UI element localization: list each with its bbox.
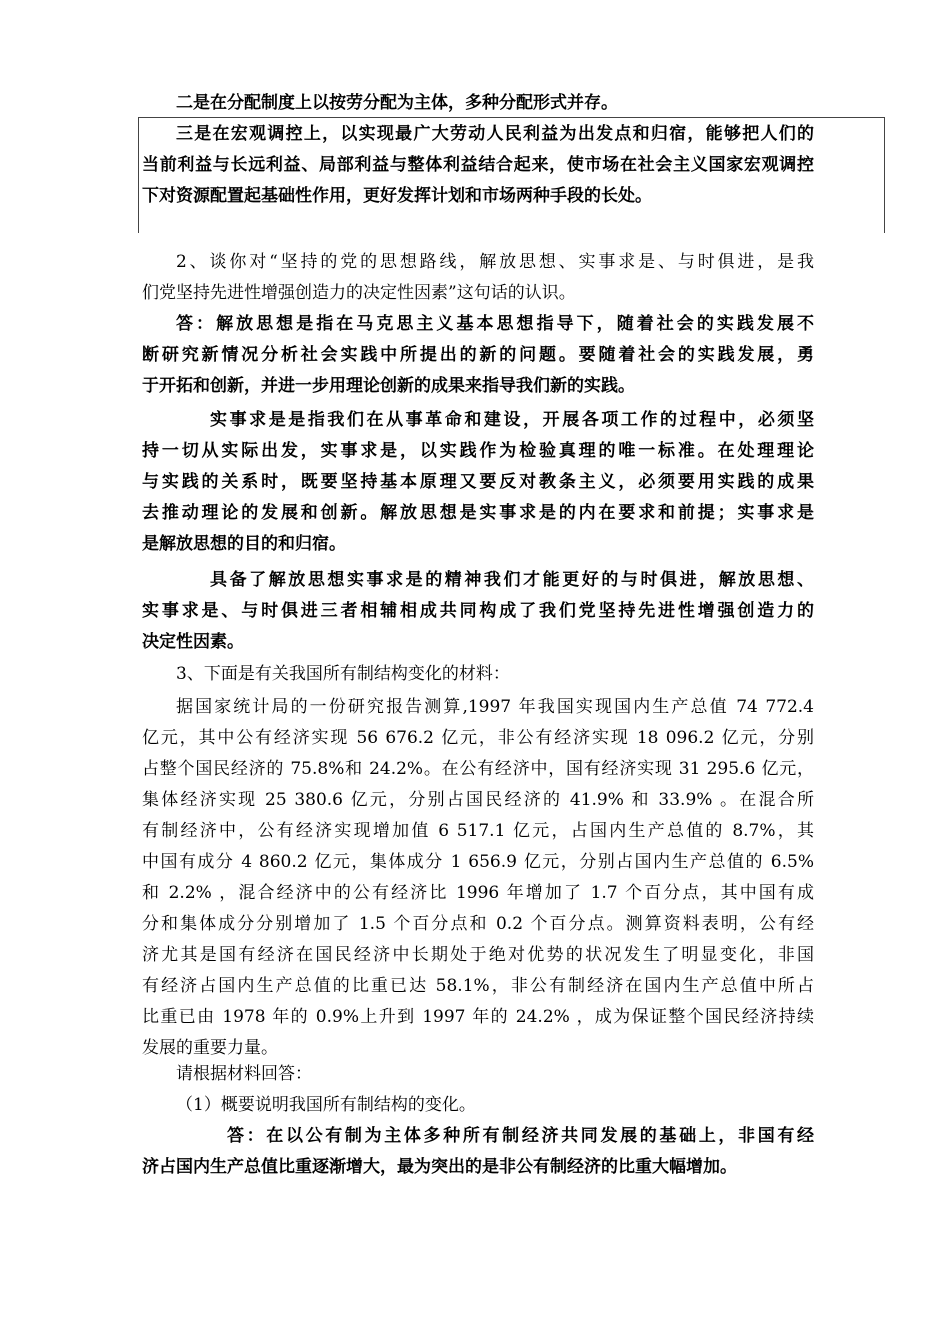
question-2 — [142, 247, 814, 309]
question-3 — [142, 659, 814, 690]
text-line: 与实践的关系时，既要坚持基本原理又要反对教条主义，必须要用实践的成果 — [142, 472, 814, 492]
text-line: 请根据材料回答： — [176, 1064, 312, 1084]
text-line: 下对资源配置起基础性作用，更好发挥计划和市场两种手段的长处。 — [142, 186, 652, 206]
text-line: 分和集体成分分别增加了 1.5 个百分点和 0.2 个百分点。测算资料表明，公有经 — [142, 914, 814, 934]
text-line: 占整个国民经济的 75.8%和 24.2%。在公有经济中，国有经济实现 31 295.6 亿元， — [142, 759, 814, 779]
text-line: 实事求是、与时俱进三者相辅相成共同构成了我们党坚持先进性增强创造力的 — [142, 601, 814, 621]
text-line: 持一切从实际出发，实事求是，以实践作为检验真理的唯一标准。在处理理论 — [142, 441, 814, 461]
text-line: 具备了解放思想实事求是的精神我们才能更好的与时俱进，解放思想、 — [210, 570, 814, 590]
text-line: 亿元，其中公有经济实现 56 676.2 亿元，非公有经济实现 18 096.2 亿元，分别 — [142, 728, 814, 748]
text-line: 发展的重要力量。 — [142, 1038, 278, 1058]
text-line: 3、下面是有关我国所有制结构变化的材料： — [176, 664, 510, 684]
text-line: 济尤其是国有经济在国民经济中长期处于绝对优势的状况发生了明显变化，非国 — [142, 945, 814, 965]
text-line: 2、谈你对“坚持的党的思想路线，解放思想、实事求是、与时俱进，是我 — [176, 252, 814, 272]
material-paragraph — [142, 692, 814, 1064]
text-line: 二是在分配制度上以按劳分配为主体，多种分配形式并存。 — [176, 93, 618, 113]
text-line: 答：在以公有制为主体多种所有制经济共同发展的基础上，非国有经 — [227, 1126, 814, 1146]
text-line: 去推动理论的发展和创新。解放思想是实事求是的内在要求和前提；实事求是 — [142, 503, 814, 523]
text-line: 有经济占国内生产总值的比重已达 58.1%，非公有制经济在国内生产总值中所占 — [142, 976, 814, 996]
text-line: （1）概要说明我国所有制结构的变化。 — [176, 1095, 476, 1115]
text-line: 答：解放思想是指在马克思主义基本思想指导下，随着社会的实践发展不 — [176, 314, 814, 334]
text-line: 比重已由 1978 年的 0.9%上升到 1997 年的 24.2% ，成为保证整个国民经济持续 — [142, 1007, 814, 1027]
subquestion-1 — [142, 1090, 814, 1121]
text-line: 三是在宏观调控上，以实现最广大劳动人民利益为出发点和归宿，能够把人们的 — [176, 124, 814, 144]
paragraph-distribution — [142, 88, 814, 119]
paragraph-macro-control — [142, 119, 814, 212]
text-line: 中国有成分 4 860.2 亿元，集体成分 1 656.9 亿元，分别占国内生产总值的 6.5% — [142, 852, 814, 872]
answer-2-paragraph-3 — [142, 565, 814, 658]
prompt-line — [142, 1059, 814, 1090]
text-line: 断研究新情况分析社会实践中所提出的新的问题。要随着社会的实践发展，勇 — [142, 345, 814, 365]
text-line: 是解放思想的目的和归宿。 — [142, 534, 346, 554]
answer-3-1 — [142, 1121, 814, 1183]
text-line: 据国家统计局的一份研究报告测算,1997 年我国实现国内生产总值 74 772.4 — [176, 697, 814, 717]
answer-2-paragraph-2 — [142, 405, 814, 560]
answer-2-paragraph-1 — [142, 309, 814, 402]
text-line: 们党坚持先进性增强创造力的决定性因素”这句话的认识。 — [142, 283, 576, 303]
text-line: 实事求是是指我们在从事革命和建设，开展各项工作的过程中，必须坚 — [210, 410, 814, 430]
text-line: 有制经济中，公有经济实现增加值 6 517.1 亿元，占国内生产总值的 8.7%，其 — [142, 821, 814, 841]
text-line: 决定性因素。 — [142, 632, 244, 652]
text-line: 集体经济实现 25 380.6 亿元，分别占国民经济的 41.9% 和 33.9% 。在混合所 — [142, 790, 814, 810]
text-line: 和 2.2% ，混合经济中的公有经济比 1996 年增加了 1.7 个百分点，其中国有成 — [142, 883, 814, 903]
text-line: 于开拓和创新，并进一步用理论创新的成果来指导我们新的实践。 — [142, 376, 635, 396]
text-line: 济占国内生产总值比重逐渐增大，最为突出的是非公有制经济的比重大幅增加。 — [142, 1157, 737, 1177]
text-line: 当前利益与长远利益、局部利益与整体利益结合起来，使市场在社会主义国家宏观调控 — [142, 155, 814, 175]
